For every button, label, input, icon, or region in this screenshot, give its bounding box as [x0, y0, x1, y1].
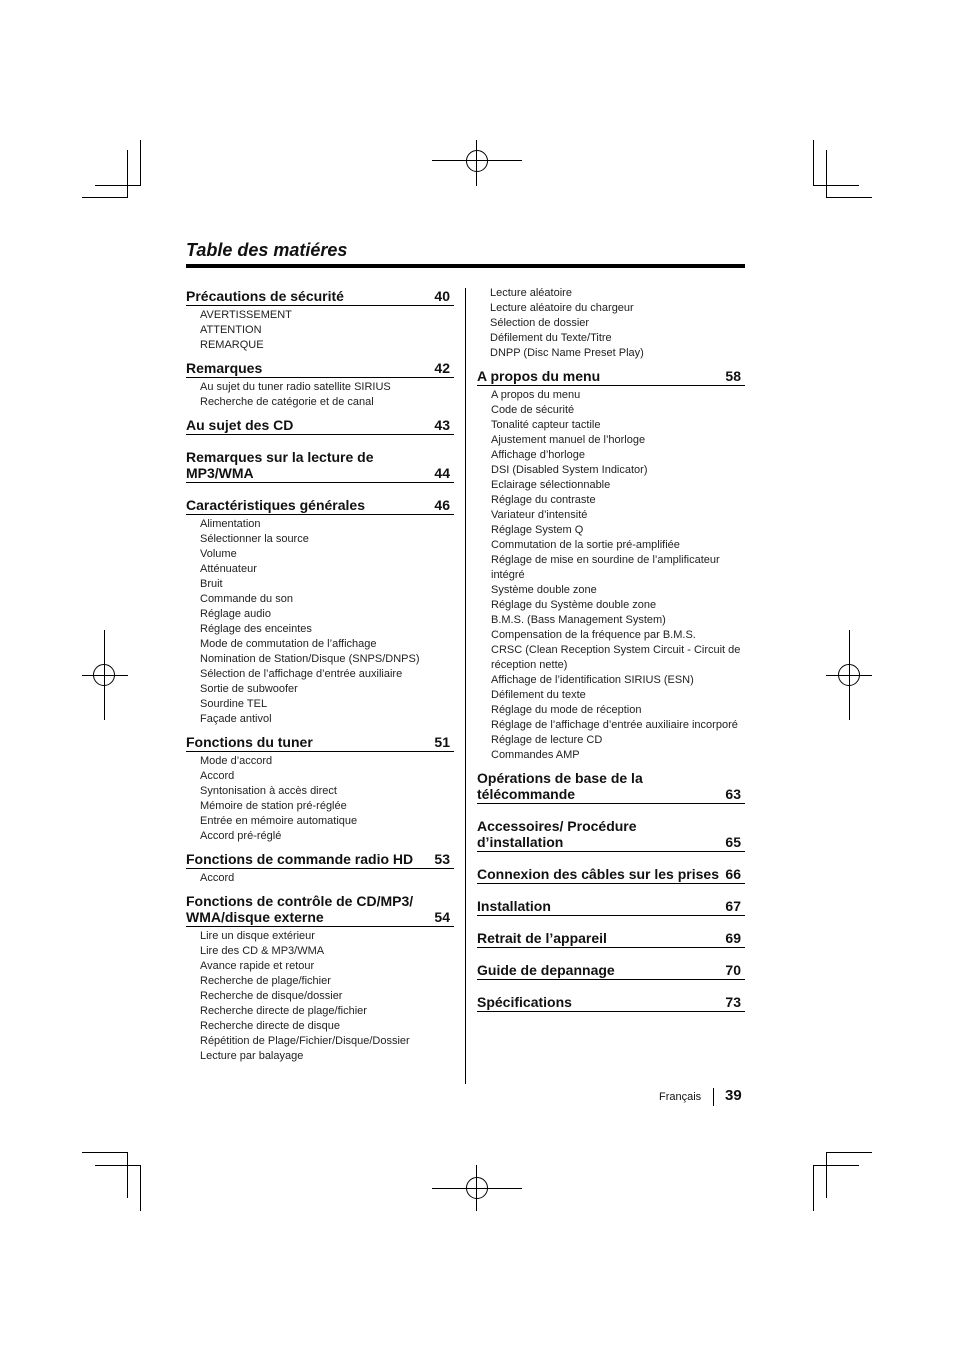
toc-subitem-list [186, 380, 454, 410]
footer-separator [713, 1088, 714, 1106]
toc-subitem-list [477, 388, 745, 763]
toc-subitem[interactable]: Tonalité capteur tactile [491, 419, 601, 431]
toc-section-heading[interactable] [186, 288, 454, 306]
toc-section-heading[interactable] [477, 818, 745, 852]
toc-section-heading[interactable] [477, 770, 745, 804]
toc-subitem[interactable]: DNPP (Disc Name Preset Play) [490, 347, 644, 359]
toc-subitem[interactable]: Réglage System Q [491, 524, 584, 536]
toc-subitem-list [186, 517, 454, 727]
toc-subitem[interactable]: Réglage du Système double zone [491, 599, 657, 611]
toc-subitem[interactable]: Affichage de l’identification SIRIUS (ESN) [491, 674, 694, 686]
toc-subitem[interactable]: REMARQUE [200, 339, 264, 351]
toc-subitem[interactable]: Variateur d’intensité [491, 509, 588, 521]
toc-page-number: 40 [434, 288, 450, 304]
toc-subitem[interactable]: Sourdine TEL [200, 698, 268, 710]
toc-page-number: 58 [725, 368, 741, 384]
toc-section-heading[interactable] [186, 360, 454, 378]
toc-subitem-list [186, 871, 454, 886]
toc-subitem[interactable]: Lire un disque extérieur [200, 930, 315, 942]
toc-section-heading[interactable] [186, 734, 454, 752]
toc-subitem-list [186, 308, 454, 353]
toc-subitem[interactable]: Bruit [200, 578, 223, 590]
toc-section-title: Spécifications [477, 994, 572, 1010]
toc-section-heading[interactable] [186, 449, 454, 483]
toc-section [186, 449, 454, 483]
toc-subitem[interactable]: Recherche de catégorie et de canal [200, 396, 374, 408]
toc-subitem[interactable]: Avance rapide et retour [200, 960, 315, 972]
toc-section-title: Installation [477, 898, 551, 914]
toc-section [186, 893, 454, 1064]
toc-section-title: Accessoires/ Procédure d’installation [477, 818, 637, 850]
toc-subitem[interactable]: Volume [200, 548, 237, 560]
toc-section-title: Opérations de base de la télécommande [477, 770, 643, 802]
toc-section-title: Remarques sur la lecture de MP3/WMA [186, 449, 374, 481]
toc-subitem[interactable]: Réglage du contraste [491, 494, 596, 506]
page-title: Table des matiéres [186, 240, 348, 260]
footer-language: Français [659, 1091, 702, 1103]
toc-page-number: 69 [725, 930, 741, 946]
toc-page-number: 51 [434, 734, 450, 750]
toc-section [186, 851, 454, 886]
toc-subitem[interactable]: Ajustement manuel de l’horloge [491, 434, 646, 446]
toc-section-heading[interactable] [477, 994, 745, 1012]
toc-section [477, 898, 745, 916]
toc-section [477, 368, 745, 763]
toc-section [477, 930, 745, 948]
toc-subitem[interactable]: Commande du son [200, 593, 293, 605]
toc-subitem[interactable]: Réglage audio [200, 608, 271, 620]
toc-subitem[interactable]: Recherche directe de disque [200, 1020, 341, 1032]
toc-subitem[interactable]: Réglage de mise en sourdine de l’amplificateur intégré [491, 554, 720, 581]
toc-page-number: 67 [725, 898, 741, 914]
toc-page-number: 66 [725, 866, 741, 882]
toc-subitem[interactable]: Recherche de plage/fichier [200, 975, 331, 987]
toc-subitem[interactable]: Accord [200, 872, 235, 884]
toc-subitem[interactable]: Sélection de dossier [490, 317, 590, 329]
toc-subitem[interactable]: B.M.S. (Bass Management System) [491, 614, 666, 626]
toc-section-title: Fonctions de contrôle de CD/MP3/ WMA/disque externe [186, 893, 414, 925]
toc-subitem[interactable]: Lire des CD & MP3/WMA [200, 945, 325, 957]
toc-subitem[interactable]: DSI (Disabled System Indicator) [491, 464, 648, 476]
toc-subitem[interactable]: Au sujet du tuner radio satellite SIRIUS [200, 381, 391, 393]
toc-subitem[interactable]: Mode de commutation de l’affichage [200, 638, 377, 650]
toc-section [477, 866, 745, 884]
toc-section [186, 360, 454, 410]
toc-section [186, 734, 454, 844]
toc-subitem[interactable]: Atténuateur [200, 563, 257, 575]
toc-subitem[interactable]: Défilement du texte [491, 689, 586, 701]
toc-subitem-list [186, 929, 454, 1064]
toc-page-number: 46 [434, 497, 450, 513]
toc-page-number: 53 [434, 851, 450, 867]
toc-subitem[interactable]: Accord pré-réglé [200, 830, 282, 842]
toc-subitem-list [186, 754, 454, 844]
toc-subitem[interactable]: Réglage de l’affichage d’entrée auxiliaire incorporé [491, 719, 738, 731]
toc-page-number: 70 [725, 962, 741, 978]
title-rule [186, 264, 745, 268]
toc-subitem[interactable]: Système double zone [491, 584, 597, 596]
toc-section-heading[interactable] [477, 866, 745, 884]
toc-subitem[interactable]: Sélection de l’affichage d’entrée auxiliaire [200, 668, 403, 680]
toc-subitem[interactable]: Mode d’accord [200, 755, 273, 767]
toc-section-title: Connexion des câbles sur les prises [477, 866, 719, 882]
toc-subitem[interactable]: Syntonisation à accès direct [200, 785, 337, 797]
toc-subitem[interactable]: Défilement du Texte/Titre [490, 332, 612, 344]
toc-section-heading[interactable] [477, 930, 745, 948]
toc-section [477, 994, 745, 1012]
toc-section [186, 497, 454, 727]
toc-section-title: A propos du menu [477, 368, 601, 384]
toc-subitem[interactable]: Affichage d’horloge [491, 449, 585, 461]
toc-section-heading[interactable] [186, 851, 454, 869]
toc-page-number: 54 [434, 909, 450, 925]
toc-subitem[interactable]: Lecture par balayage [200, 1050, 304, 1062]
toc-section-heading[interactable] [477, 962, 745, 980]
toc-right-column [477, 286, 745, 1012]
toc-subitem[interactable]: Code de sécurité [491, 404, 575, 416]
toc-section-heading[interactable] [477, 898, 745, 916]
toc-subitem[interactable]: Commutation de la sortie pré-amplifiée [491, 539, 680, 551]
toc-subitem[interactable]: CRSC (Clean Reception System Circuit - Circuit de réception nette) [491, 644, 741, 671]
toc-left-column [186, 288, 454, 1064]
toc-subitem[interactable]: Répétition de Plage/Fichier/Disque/Dossier [200, 1035, 410, 1047]
toc-page-number: 44 [434, 465, 450, 481]
toc-subitem[interactable]: A propos du menu [491, 389, 581, 401]
toc-section-heading[interactable] [186, 417, 454, 435]
toc-section-title: Caractéristiques générales [186, 497, 365, 513]
toc-subitem[interactable]: Réglage de lecture CD [491, 734, 603, 746]
toc-section [477, 770, 745, 804]
toc-section-title: Guide de depannage [477, 962, 615, 978]
toc-subitem[interactable]: Entrée en mémoire automatique [200, 815, 358, 827]
toc-subitem[interactable]: Commandes AMP [491, 749, 580, 761]
toc-subitem[interactable]: Alimentation [200, 518, 261, 530]
toc-subitem[interactable]: Recherche de disque/dossier [200, 990, 343, 1002]
toc-page-number: 73 [725, 994, 741, 1010]
toc-subitem[interactable]: Réglage des enceintes [200, 623, 312, 635]
toc-subitem[interactable]: Compensation de la fréquence par B.M.S. [491, 629, 696, 641]
column-divider [465, 288, 466, 1084]
toc-subitem[interactable]: Recherche directe de plage/fichier [200, 1005, 367, 1017]
toc-section [186, 288, 454, 353]
toc-subitem[interactable]: Sortie de subwoofer [200, 683, 298, 695]
toc-subitem[interactable]: Réglage du mode de réception [491, 704, 642, 716]
toc-section-title: Fonctions du tuner [186, 734, 313, 750]
toc-section-title: Au sujet des CD [186, 417, 294, 433]
toc-subitem[interactable]: Sélectionner la source [200, 533, 309, 545]
toc-section-heading[interactable] [186, 893, 454, 927]
toc-section-title: Remarques [186, 360, 263, 376]
toc-section [186, 417, 454, 435]
toc-section-heading[interactable] [186, 497, 454, 515]
toc-section-heading[interactable] [477, 368, 745, 386]
toc-subitem[interactable]: AVERTISSEMENT [200, 309, 292, 321]
toc-subitem[interactable]: Lecture aléatoire du chargeur [490, 302, 634, 314]
toc-subitem[interactable]: Nomination de Station/Disque (SNPS/DNPS) [200, 653, 420, 665]
toc-subitem[interactable]: Lecture aléatoire [490, 287, 572, 299]
toc-subitem[interactable]: Mémoire de station pré-réglée [200, 800, 347, 812]
toc-continuation-list [477, 286, 745, 368]
toc-section [477, 818, 745, 852]
toc-page-number: 65 [725, 834, 741, 850]
toc-page-number: 42 [434, 360, 450, 376]
toc-subitem[interactable]: Accord [200, 770, 235, 782]
toc-section-title: Fonctions de commande radio HD [186, 851, 414, 867]
toc-subitem[interactable]: Façade antivol [200, 713, 272, 725]
toc-page-number: 43 [434, 417, 450, 433]
toc-subitem[interactable]: Eclairage sélectionnable [491, 479, 611, 491]
toc-page-number: 63 [725, 786, 741, 802]
toc-section [477, 962, 745, 980]
footer-page-number: 39 [725, 1087, 742, 1104]
toc-subitem[interactable]: ATTENTION [200, 324, 262, 336]
toc-section-title: Retrait de l’appareil [477, 930, 607, 946]
toc-section-title: Précautions de sécurité [186, 288, 344, 304]
